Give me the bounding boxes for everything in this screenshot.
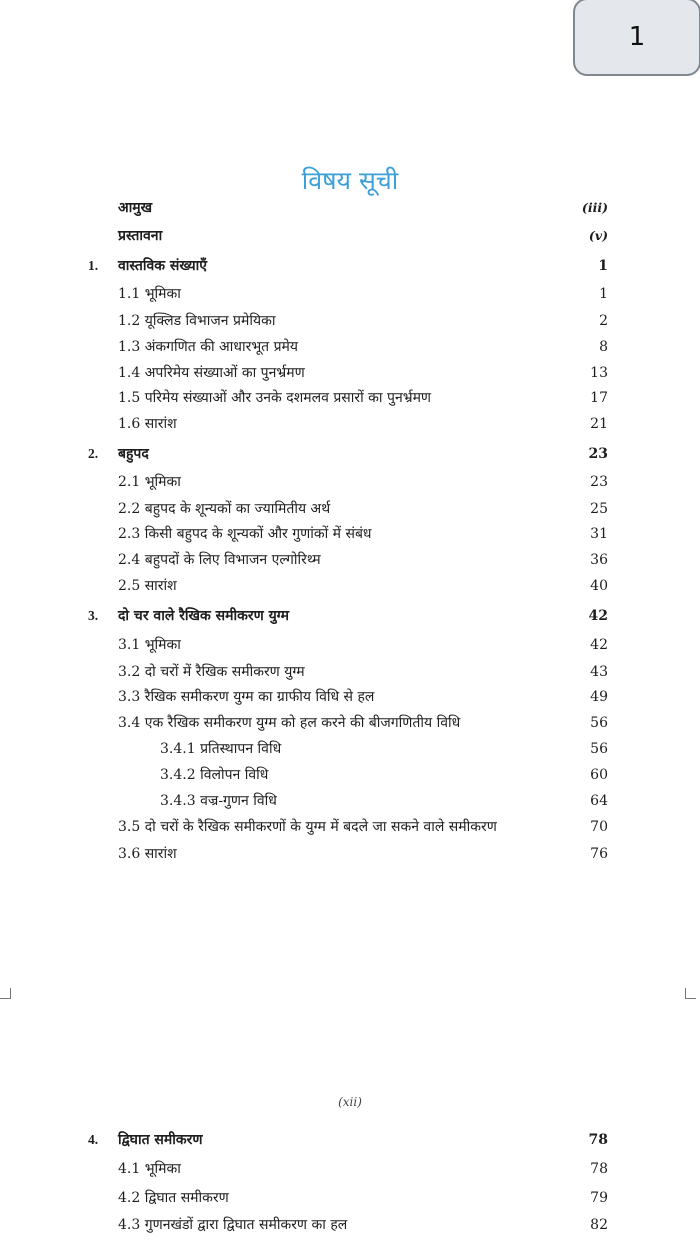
toc-page-number: 43 (590, 664, 608, 680)
toc-row (0, 685, 700, 709)
crop-mark-left (0, 988, 11, 999)
toc-entry-title: बहुपद (118, 446, 149, 462)
chapter-number: 2. (88, 446, 99, 461)
toc-row (0, 660, 700, 684)
toc-page-number: 31 (590, 526, 608, 542)
toc-row (0, 386, 700, 410)
toc-entry-title: 3.4.3 वज्र-गुणन विधि (160, 793, 277, 809)
toc-entry-title: द्विघात समीकरण (118, 1132, 203, 1148)
toc-page-number: 49 (590, 689, 608, 705)
toc-entry-title: 3.1 भूमिका (118, 637, 181, 653)
toc-row (0, 574, 700, 598)
toc-row (0, 548, 700, 572)
page-title: विषय सूची (301, 165, 399, 195)
toc-page-number: 70 (590, 819, 608, 835)
toc-row (0, 1157, 700, 1181)
toc-entry-title: 1.5 परिमेय संख्याओं और उनके दशमलव प्रसारों का पुनर्भ्रमण (118, 390, 432, 406)
chapter-number: 1. (88, 258, 99, 273)
toc-chapter-row (0, 604, 700, 628)
toc-entry-title: 3.4.1 प्रतिस्थापन विधि (160, 741, 282, 757)
toc-entry-title: वास्तविक संख्याएँ (118, 258, 208, 274)
toc-page-number: 13 (590, 365, 608, 381)
toc-row (0, 361, 700, 385)
toc-row (0, 282, 700, 306)
toc-page-number: 78 (590, 1161, 608, 1177)
toc-row (0, 711, 700, 735)
chapter-number: 4. (88, 1132, 99, 1147)
chapter-number: 3. (88, 608, 99, 623)
toc-row (0, 789, 700, 813)
toc-row (0, 412, 700, 436)
toc-page-number: 42 (590, 637, 608, 653)
toc-row (0, 1186, 700, 1210)
toc-entry-title: 1.1 भूमिका (118, 286, 181, 302)
toc-page-number: 78 (588, 1132, 608, 1148)
toc-entry-title: 3.2 दो चरों में रैखिक समीकरण युग्म (118, 664, 305, 680)
toc-page-number: 25 (590, 501, 608, 517)
toc-page-number: 42 (588, 608, 608, 624)
toc-page-number: 23 (590, 474, 608, 490)
toc-chapter-row (0, 1128, 700, 1152)
toc-entry-title: 2.4 बहुपदों के लिए विभाजन एल्गोरिथ्म (118, 552, 321, 568)
toc-entry-title: 1.2 यूक्लिड विभाजन प्रमेयिका (118, 313, 276, 329)
toc-entry-title: प्रस्तावना (118, 228, 163, 244)
toc-entry-title: 2.1 भूमिका (118, 474, 181, 490)
toc-page-number: 82 (590, 1217, 608, 1233)
toc-page-number: 56 (590, 741, 608, 757)
toc-row (0, 763, 700, 787)
toc-entry-title: 3.6 सारांश (118, 846, 177, 862)
toc-page-number: (iii) (581, 200, 608, 215)
toc-entry-title: 4.2 द्विघात समीकरण (118, 1190, 229, 1206)
toc-row (0, 309, 700, 333)
toc-page-number: 1 (598, 258, 608, 274)
toc-entry-title: 2.2 बहुपद के शून्यकों का ज्यामितीय अर्थ (118, 501, 331, 517)
crop-mark-right (685, 988, 696, 999)
toc-entry-title: आमुख (118, 200, 153, 216)
toc-entry-title: 1.3 अंकगणित की आधारभूत प्रमेय (118, 339, 299, 355)
toc-entry-title: 4.3 गुणनखंडों द्वारा द्विघात समीकरण का हल (118, 1217, 348, 1233)
toc-row (0, 470, 700, 494)
toc-entry-title: दो चर वाले रैखिक समीकरण युग्म (118, 608, 289, 624)
toc-page-number: 17 (590, 390, 608, 406)
toc-row (0, 815, 700, 839)
toc-entry-title: 1.4 अपरिमेय संख्याओं का पुनर्भ्रमण (118, 365, 305, 381)
toc-row (0, 335, 700, 359)
toc-page-number: 2 (599, 313, 608, 329)
toc-page-number: 23 (588, 446, 608, 462)
toc-page-number: 79 (590, 1190, 608, 1206)
toc-row (0, 224, 700, 248)
toc-row (0, 196, 700, 220)
toc-entry-title: 3.4 एक रैखिक समीकरण युग्म को हल करने की बीजगणितीय विधि (118, 715, 461, 731)
toc-chapter-row (0, 254, 700, 278)
toc-entry-title: 2.3 किसी बहुपद के शून्यकों और गुणांकों में संबंध (118, 526, 372, 542)
toc-chapter-row (0, 442, 700, 466)
toc-entry-title: 3.5 दो चरों के रैखिक समीकरणों के युग्म में बदले जा सकने वाले समीकरण (118, 819, 497, 835)
toc-entry-title: 2.5 सारांश (118, 578, 177, 594)
page-number-badge: 1 (573, 0, 700, 76)
toc-page-number: (v) (588, 228, 608, 243)
toc-row (0, 633, 700, 657)
toc-row (0, 522, 700, 546)
toc-row (0, 737, 700, 761)
toc-page-number: 21 (590, 416, 608, 432)
toc-page-number: 8 (599, 339, 608, 355)
toc-entry-title: 1.6 सारांश (118, 416, 177, 432)
toc-page-number: 36 (590, 552, 608, 568)
toc-page-number: 64 (590, 793, 608, 809)
toc-entry-title: 4.1 भूमिका (118, 1161, 181, 1177)
toc-row (0, 497, 700, 521)
toc-entry-title: 3.4.2 विलोपन विधि (160, 767, 269, 783)
toc-row (0, 842, 700, 866)
toc-entry-title: 3.3 रैखिक समीकरण युग्म का ग्राफीय विधि से हल (118, 689, 375, 705)
toc-page-number: 76 (590, 846, 608, 862)
toc-page-number: 40 (590, 578, 608, 594)
page-folio: (xii) (338, 1095, 362, 1109)
toc-row (0, 1213, 700, 1237)
toc-page-number: 56 (590, 715, 608, 731)
toc-page-number: 1 (599, 286, 608, 302)
toc-page-number: 60 (590, 767, 608, 783)
